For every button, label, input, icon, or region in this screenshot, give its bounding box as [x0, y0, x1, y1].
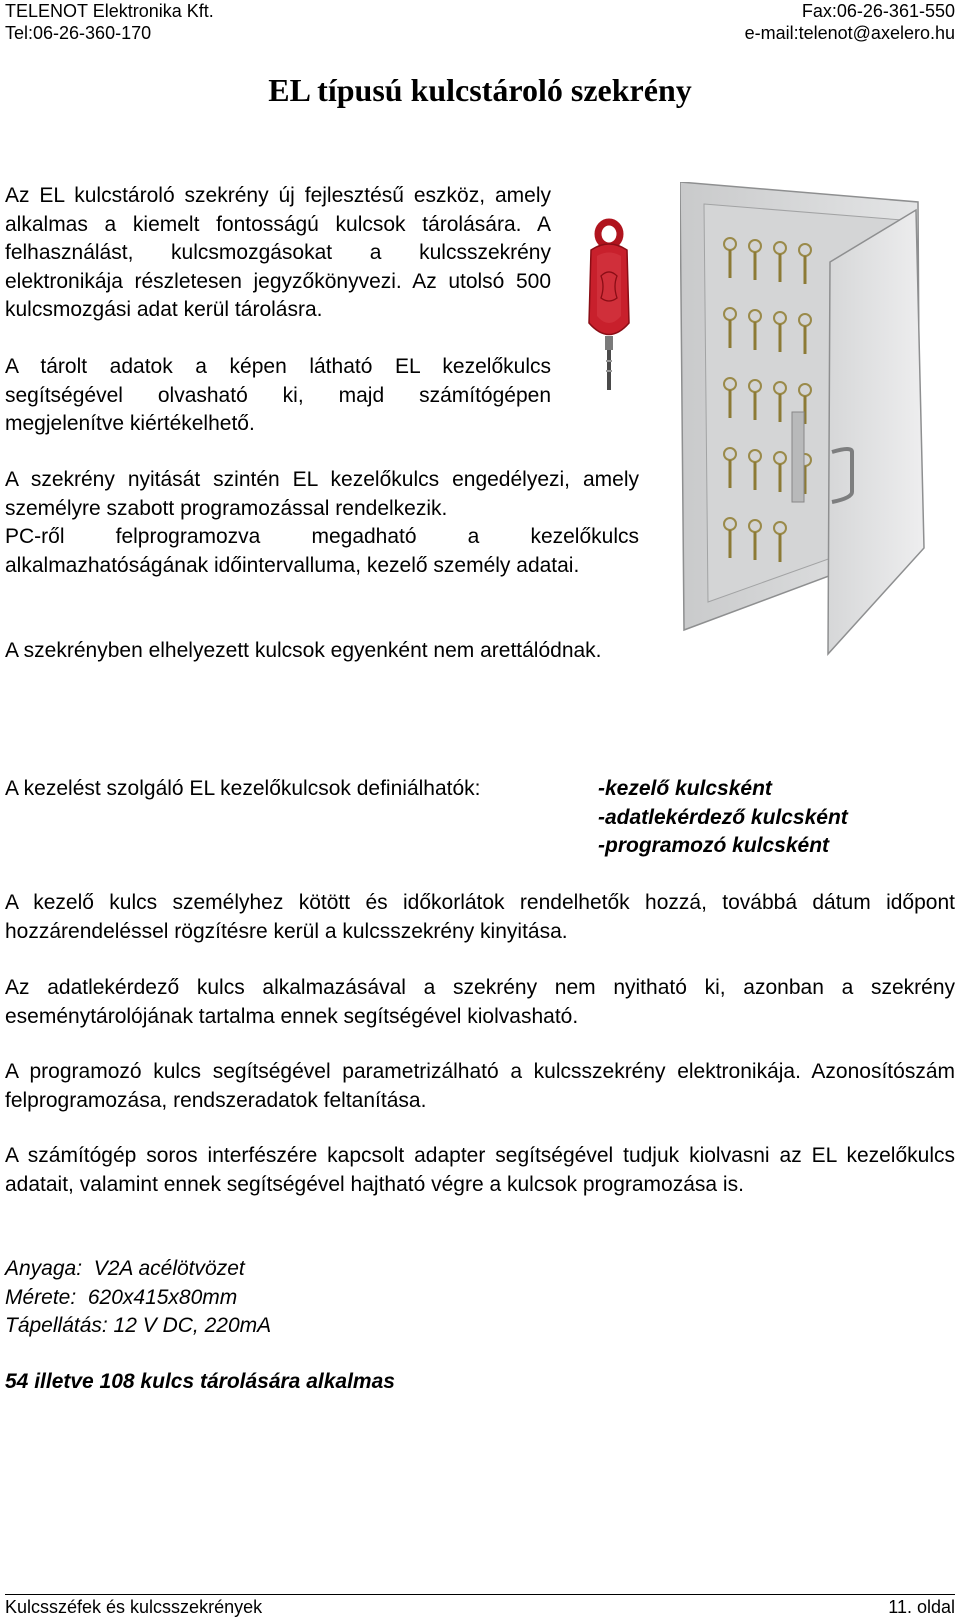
capacity-note: 54 illetve 108 kulcs tárolására alkalmas — [5, 1370, 395, 1393]
pc-programming-paragraph: PC-ről felprogramozva megadható a kezelőkulcs alkalmazhatóságának időintervalluma, kezelő személy adatai. — [5, 525, 639, 577]
spec-material: Anyaga: V2A acélötvözet — [5, 1257, 245, 1280]
intro-paragraph-2: A tárolt adatok a képen látható EL kezelőkulcs segítségével olvasható ki, majd számítógépen megjelenítve kiértékelhető. — [5, 355, 551, 436]
query-key-paragraph: Az adatlekérdező kulcs alkalmazásával a szekrény nem nyitható ki, azonban a szekrény eseménytárolójának tartalma ennek segítségével kiolvasható. — [5, 976, 955, 1028]
spec-size: Mérete: 620x415x80mm — [5, 1285, 238, 1309]
el-key-illustration — [583, 218, 635, 396]
definition-item: -adatlekérdező kulcsként — [598, 805, 848, 829]
company-email[interactable]: e-mail:telenot@axelero.hu — [744, 23, 955, 43]
definition-item: -kezelő kulcsként — [598, 777, 772, 800]
footer-divider — [5, 1594, 955, 1595]
intro-paragraph-1: Az EL kulcstároló szekrény új fejlesztésű eszköz, amely alkalmas a kiemelt fontosságú kulcsok tárolására. A felhasználást, kulcsmozgásokat a kulcsszekrény elektronikája részletesen jegyzőkönyvezi. Az utolsó 500 kulcsmozgási adat kerül tárolásra. — [5, 184, 551, 322]
keys-paragraph: A szekrényben elhelyezett kulcsok egyenként nem arettálódnak. — [5, 639, 602, 662]
spec-power: Tápellátás: 12 V DC, 220mA — [5, 1314, 272, 1338]
opening-paragraph: A szekrény nyitását szintén EL kezelőkulcs engedélyezi, amely személyre szabott programozással rendelkezik. — [5, 468, 639, 520]
key-cabinet-illustration — [680, 182, 950, 660]
company-fax: Fax:06-26-361-550 — [801, 1, 955, 21]
definitions-lead: A kezelést szolgáló EL kezelőkulcsok definiálhatók: — [5, 777, 481, 800]
definition-item: -programozó kulcsként — [598, 834, 830, 858]
operator-key-paragraph: A kezelő kulcs személyhez kötött és időkorlátok rendelhetők hozzá, továbbá dátum időpont hozzárendeléssel rögzítésre kerül a kulcsszekrény kinyitása. — [5, 891, 955, 943]
adapter-paragraph: A számítógép soros interfészére kapcsolt adapter segítségével tudjuk kiolvasni az EL kezelőkulcs adatait, valamint ennek segítségével hajtható végre a kulcsok programozása is. — [5, 1144, 955, 1196]
programming-key-paragraph: A programozó kulcs segítségével parametrizálható a kulcsszekrény elektronikája. Azonosítószám felprogramozása, rendszeradatok feltanítása. — [5, 1060, 955, 1112]
company-phone: Tel:06-26-360-170 — [5, 23, 152, 43]
page-title: EL típusú kulcstároló szekrény — [268, 72, 692, 108]
page-number: 11. oldal — [888, 1597, 955, 1617]
footer-title: Kulcsszéfek és kulcsszekrények — [5, 1597, 263, 1617]
company-name: TELENOT Elektronika Kft. — [5, 1, 214, 21]
